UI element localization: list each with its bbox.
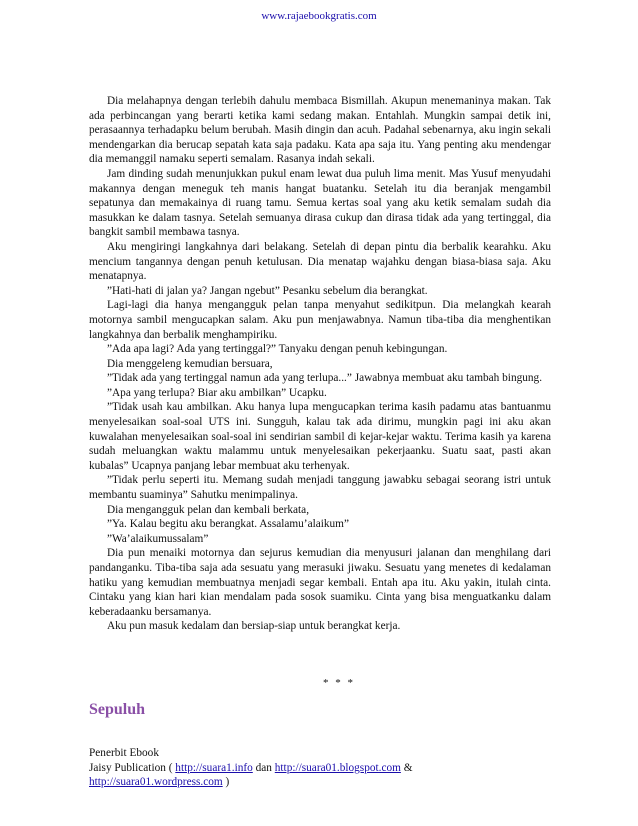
story-body	[89, 94, 551, 634]
header-url[interactable]: www.rajaebookgratis.com	[261, 10, 377, 22]
publisher-name: Jaisy Publication (	[89, 761, 176, 774]
paragraph: Dia mengangguk pelan dan kembali berkata,	[107, 503, 310, 516]
publisher-connector: dan	[252, 761, 275, 774]
paragraph: Aku pun masuk kedalam dan bersiap-siap untuk berangkat kerja.	[107, 620, 401, 633]
paragraph: ”Tidak usah kau ambilkan. Aku hanya lupa mengucapkan terima kasih padamu atas bantuanmu menyelesaikan soal-soal UTS ini. Sungguh, kalau tak ada dirimu, mungkin pagi ini aku akan kuwalahan menyelesaikan soal-soal ini sendirian sambil di kejar-kejar waktu. Terima kasih ya karena sudah meluangkan waktu malammu untuk menyelesaikan pekerjaanku. Suatu saat, pasti akan kubalas” Ucapnya panjang lebar membuat aku terhenyak.	[89, 401, 551, 472]
link-suara01-blogspot[interactable]: http://suara01.blogspot.com	[274, 761, 401, 774]
paragraph: Dia menggeleng kemudian bersuara,	[107, 357, 273, 370]
paragraph: ”Ya. Kalau begitu aku berangkat. Assalamu’alaikum”	[107, 518, 349, 531]
paragraph: Dia melahapnya dengan terlebih dahulu membaca Bismillah. Akupun menemaninya makan. Tak ada perbincangan yang berarti ketika kami sedang makan. Entahlah. Mungkin sampai detik ini, perasaannya terhadapku belum berubah. Masih dingin dan acuh. Padahal sebenarnya, aku ingin sekali mendengarkan dia berucap sepatah kata saja padaku. Kata apa saja itu. Yang penting aku mendengar dia memanggil namaku seperti semalam. Rasanya indah sekali.	[89, 95, 551, 166]
paragraph: ”Tidak ada yang tertinggal namun ada yang terlupa...” Jawabnya membuat aku tambah bingung.	[107, 372, 543, 385]
publisher-line	[89, 761, 559, 776]
paragraph: ”Apa yang terlupa? Biar aku ambilkan” Ucapku.	[107, 386, 327, 399]
paragraph: Aku mengiringi langkahnya dari belakang. Setelah di depan pintu dia berbalik kearahku. Aku mencium tangannya dengan penuh ketulusan. Dia menatap wajahku dengan biasa-biasa saja. Aku menatapnya.	[89, 240, 551, 283]
publisher-ampersand: &	[400, 761, 413, 774]
paragraph: ”Ada apa lagi? Ada yang tertinggal?” Tanyaku dengan penuh kebingungan.	[107, 343, 448, 356]
paragraph: Dia pun menaiki motornya dan sejurus kemudian dia menyusuri jalanan dan menghilang dari pandanganku. Tiba-tiba saja ada sesuatu yang merasuki jiwaku. Sesuatu yang menetes di kedalaman hatiku yang kemudian membuatnya menjadi segar kembali. Entah apa itu. Aku yakin, itulah cinta. Cintaku yang kian hari kian mendalam pada sosok suamiku. Cinta yang bisa menguatkanku dalam keberadaanku bersamanya.	[89, 547, 551, 618]
link-suara1-info[interactable]: http://suara1.info	[175, 761, 253, 774]
paragraph: ”Hati-hati di jalan ya? Jangan ngebut” Pesanku sebelum dia berangkat.	[107, 284, 428, 297]
publisher-label: Penerbit Ebook	[89, 747, 159, 759]
link-suara01-wordpress[interactable]: http://suara01.wordpress.com	[89, 776, 223, 789]
paragraph: Jam dinding sudah menunjukkan pukul enam lewat dua puluh lima menit. Mas Yusuf menyudahi makannya dengan meneguk teh manis hangat buatanku. Setelah itu dia beranjak mengambil sepatunya dan memakainya di ruang tamu. Semua kertas soal yang aku ketik semalam sudah dia masukkan ke dalam tasnya. Setelah semuanya dirasa cukup dan dirasa tidak ada yang tertinggal, dia bangkit sambil membawa tasnya.	[89, 167, 551, 239]
publisher-info	[89, 746, 559, 790]
paragraph: Lagi-lagi dia hanya mengangguk pelan tanpa menyahut sedikitpun. Dia melangkah kearah motornya sambil mengucapkan salam. Aku pun menjawabnya. Namun tiba-tiba dia menghentikan langkahnya dan berbalik menghampiriku.	[89, 299, 551, 341]
publisher-line	[89, 775, 559, 790]
paragraph: ”Wa’alaikumussalam”	[107, 532, 209, 545]
publisher-close: )	[222, 776, 230, 789]
paragraph: ”Tidak perlu seperti itu. Memang sudah menjadi tanggung jawabku sebagai seorang istri untuk membantu suaminya” Sahutku menimpalinya.	[89, 474, 551, 502]
section-separator: * * *	[323, 677, 355, 689]
chapter-title: Sepuluh	[89, 701, 146, 718]
